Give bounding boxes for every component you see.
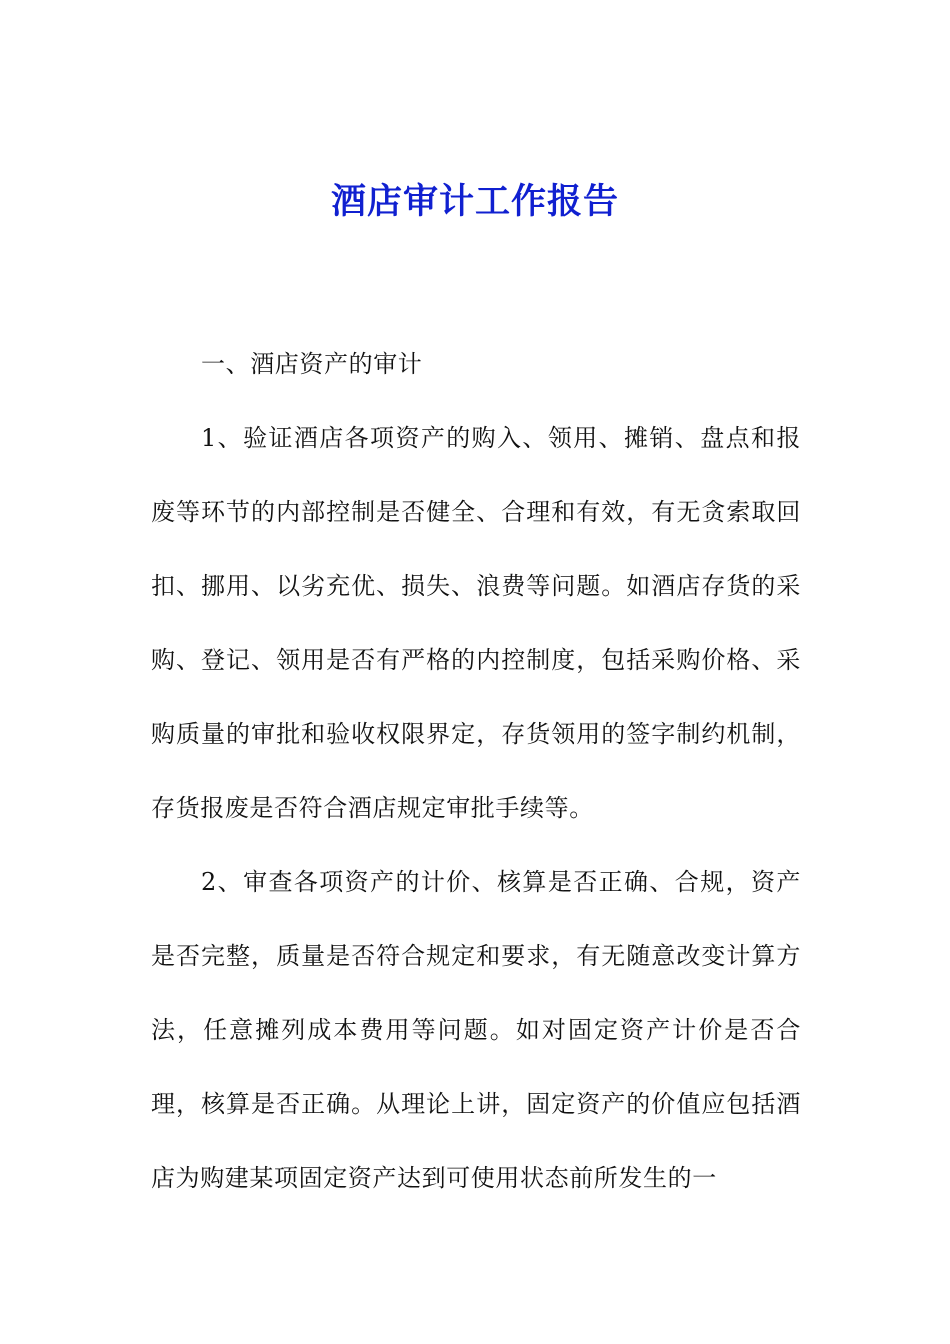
body-paragraph: 2、审查各项资产的计价、核算是否正确、合规，资产是否完整，质量是否符合规定和要求，有无随意改变计算方法，任意摊列成本费用等问题。如对固定资产计价是否合理，核算是否正确。从理论上讲，固定资产的价值应包括酒店为购建某项固定资产达到可使用状态前所发生的一 [151,868,801,1192]
document-title: 酒店审计工作报告 [330,182,619,222]
body-paragraph: 1、验证酒店各项资产的购入、领用、摊销、盘点和报废等环节的内部控制是否健全、合理和有效，有无贪索取回扣、挪用、以劣充优、损失、浪费等问题。如酒店存货的采购、登记、领用是否有严格的内控制度，包括采购价格、采购质量的审批和验收权限界定，存货领用的签字制约机制，存货报废是否符合酒店规定审批手续等。 [151,424,801,822]
document-body [151,327,801,1215]
section-heading: 一、酒店资产的审计 [201,350,423,378]
